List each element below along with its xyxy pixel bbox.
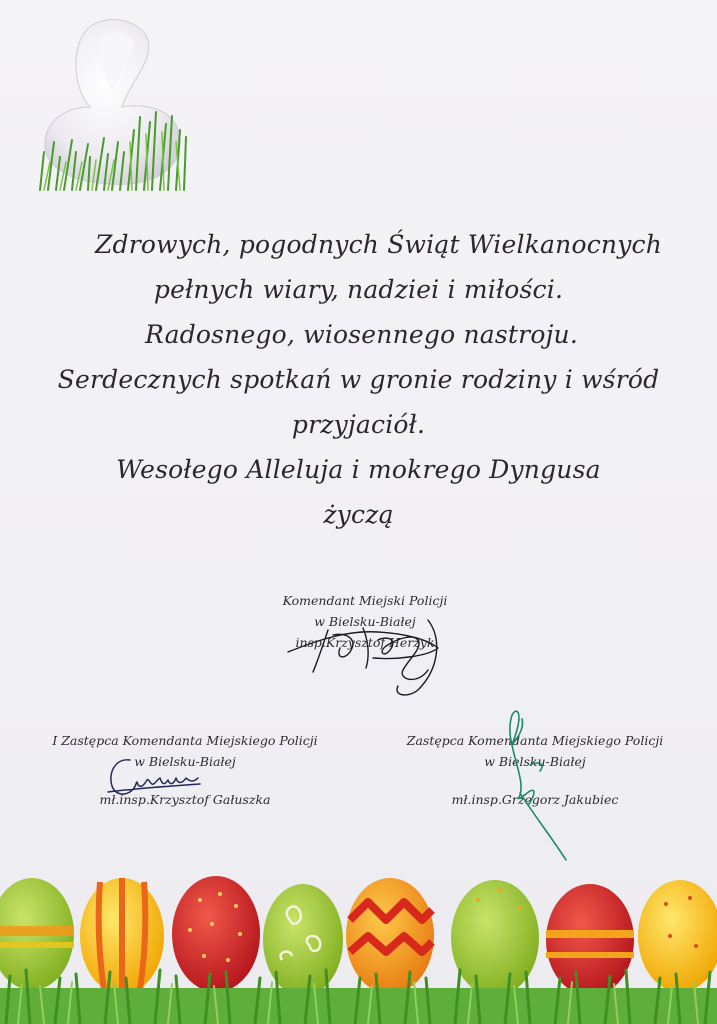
egg: [346, 878, 434, 994]
signatory-name: mł.insp.Grzegorz Jakubiec: [451, 792, 619, 807]
chief-handwritten-signature: [278, 600, 458, 710]
greeting-line: Wesołego Alleluja i mokrego Dyngusa: [116, 455, 601, 484]
signatory-location: w Bielsku-Białej: [134, 754, 236, 769]
easter-eggs-decoration: [0, 860, 717, 1024]
greeting-text: [0, 222, 717, 537]
egg: [172, 876, 260, 992]
egg: [0, 878, 74, 990]
signatory-title: Komendant Miejski Policji: [282, 593, 448, 608]
signatory-location: w Bielsku-Białej: [314, 614, 416, 629]
signatory-location: w Bielsku-Białej: [484, 754, 586, 769]
greeting-line: Radosnego, wiosennego nastroju.: [145, 320, 578, 349]
egg: [80, 878, 164, 994]
egg: [263, 884, 343, 996]
first-deputy-handwritten-signature: [100, 748, 210, 808]
signatory-name: insp.Krzysztof Herzyk: [295, 635, 435, 650]
greeting-line: Zdrowych, pogodnych Świąt Wielkanocnych: [94, 230, 663, 259]
greeting-line: pełnych wiary, nadziei i miłości.: [153, 275, 564, 304]
easter-bunny-illustration: [30, 12, 195, 197]
greeting-line: przyjaciół.: [291, 410, 426, 439]
greeting-line: Serdecznych spotkań w gronie rodziny i wśród: [57, 365, 660, 394]
greeting-line: życzą: [323, 500, 394, 529]
signatory-title: Zastępca Komendanta Miejskiego Policji: [406, 733, 664, 748]
signatory-title: I Zastępca Komendanta Miejskiego Policji: [52, 733, 318, 748]
second-deputy-handwritten-signature: [490, 705, 580, 865]
signatory-name: mł.insp.Krzysztof Gałuszka: [99, 792, 271, 807]
